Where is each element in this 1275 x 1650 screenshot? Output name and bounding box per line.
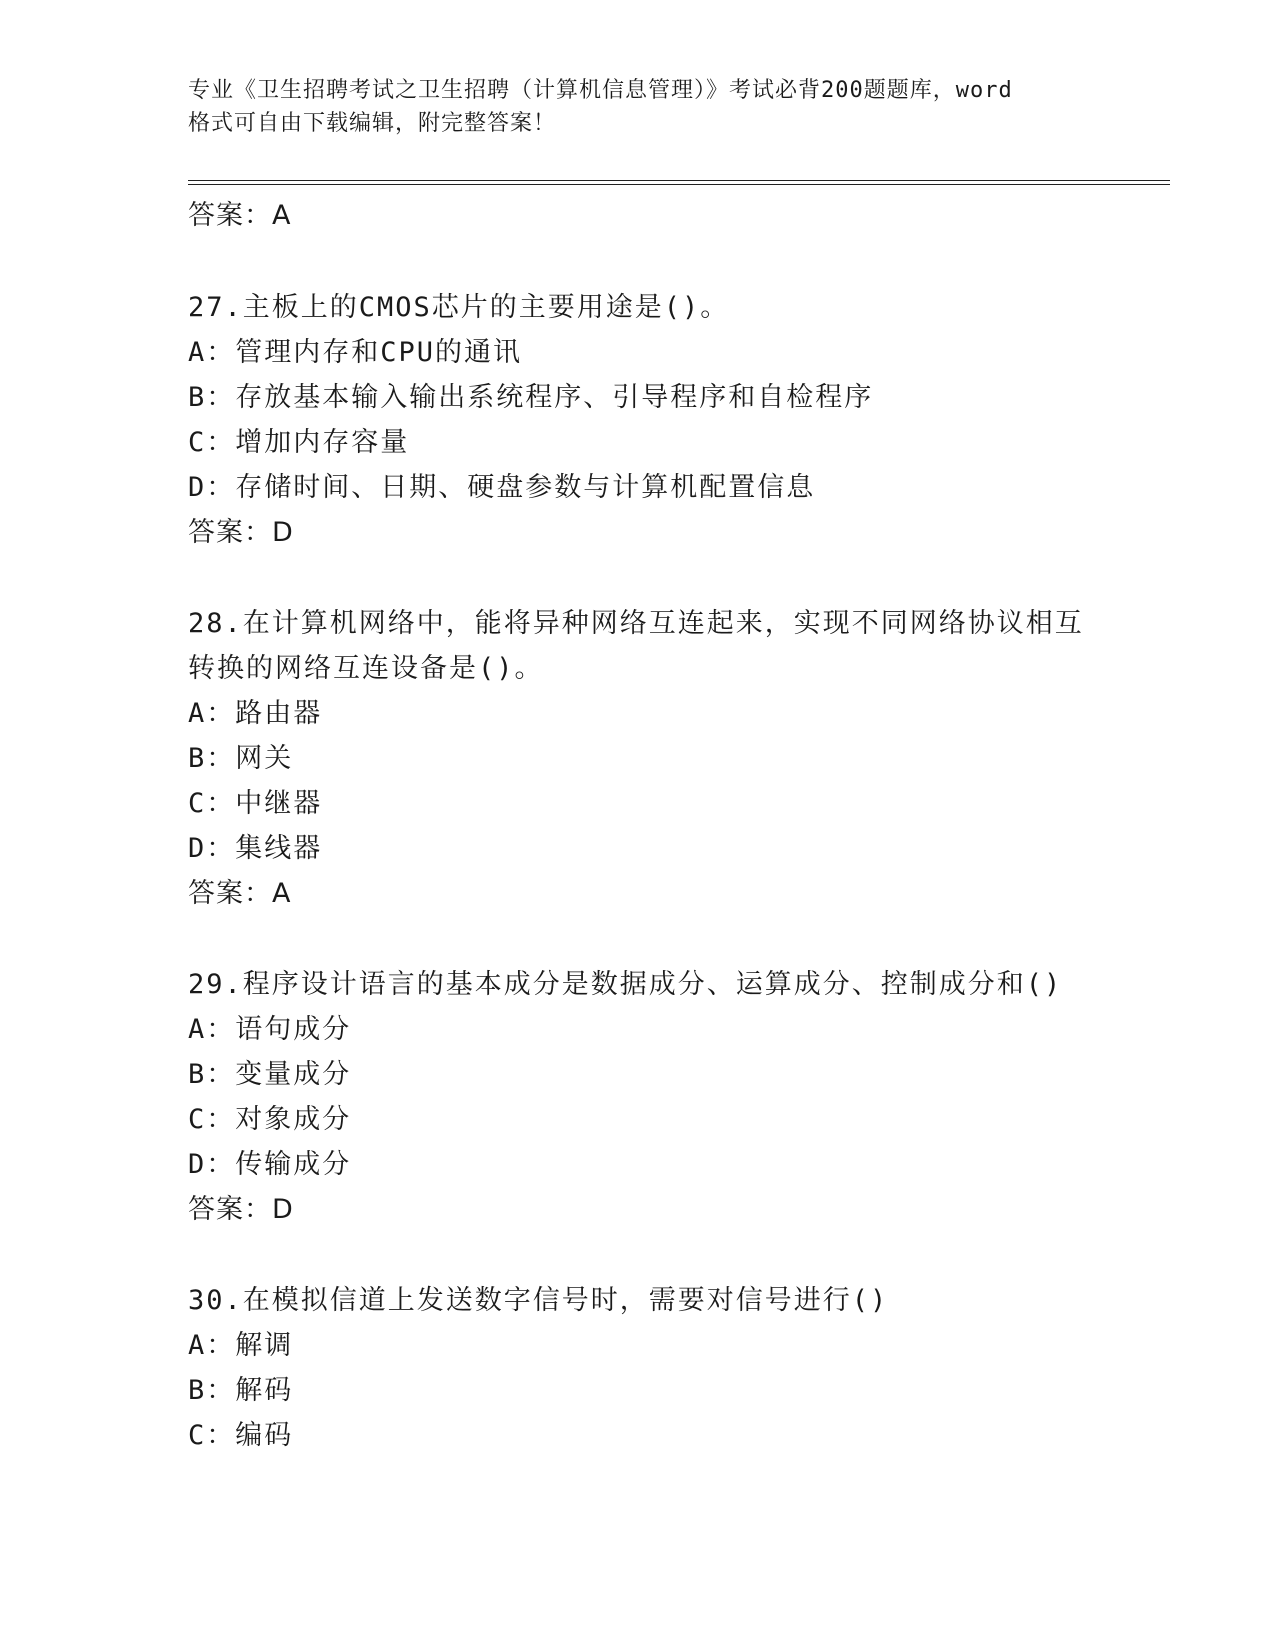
- header-divider-bottom: [188, 184, 1170, 185]
- spacer: [188, 555, 1108, 601]
- question-text: 27.主板上的CMOS芯片的主要用途是()。: [188, 292, 730, 323]
- option-a: A：管理内存和CPU的通讯: [188, 337, 523, 368]
- spacer: [188, 916, 1108, 962]
- answer: 答案：A: [188, 878, 292, 909]
- question-27: [188, 285, 1108, 555]
- option-b: B：存放基本输入输出系统程序、引导程序和自检程序: [188, 382, 874, 413]
- header-line-1: 专业《卫生招聘考试之卫生招聘（计算机信息管理）》考试必背200题题库，word: [188, 78, 1013, 103]
- question-text-line-2: 转换的网络互连设备是()。: [188, 653, 544, 684]
- option-c: C：增加内存容量: [188, 427, 410, 458]
- option-d: D：传输成分: [188, 1149, 352, 1180]
- option-c: C：编码: [188, 1420, 294, 1451]
- option-d: D：存储时间、日期、硬盘参数与计算机配置信息: [188, 472, 816, 503]
- question-28: [188, 601, 1108, 916]
- previous-answer: 答案：A: [188, 200, 292, 231]
- header-divider-top: [188, 180, 1170, 181]
- option-b: B：变量成分: [188, 1059, 352, 1090]
- option-d: D：集线器: [188, 833, 323, 864]
- question-text: 30.在模拟信道上发送数字信号时，需要对信号进行(): [188, 1285, 889, 1316]
- option-b: B：网关: [188, 743, 294, 774]
- question-30: [188, 1278, 1108, 1458]
- option-c: C：中继器: [188, 788, 323, 819]
- document-body: [188, 193, 1108, 1458]
- option-a: A：路由器: [188, 698, 323, 729]
- answer: 答案：D: [188, 1194, 294, 1225]
- option-b: B：解码: [188, 1375, 294, 1406]
- option-c: C：对象成分: [188, 1104, 352, 1135]
- answer: 答案：D: [188, 517, 294, 548]
- header-line-2: 格式可自由下载编辑，附完整答案！: [188, 111, 557, 136]
- question-text-line-1: 28.在计算机网络中，能将异种网络互连起来，实现不同网络协议相互: [188, 608, 1084, 639]
- question-29: [188, 962, 1108, 1232]
- option-a: A：语句成分: [188, 1014, 352, 1045]
- spacer: [188, 238, 1108, 285]
- spacer: [188, 1232, 1108, 1278]
- option-a: A：解调: [188, 1330, 294, 1361]
- document-header: [188, 74, 1108, 140]
- question-text: 29.程序设计语言的基本成分是数据成分、运算成分、控制成分和(): [188, 969, 1063, 1000]
